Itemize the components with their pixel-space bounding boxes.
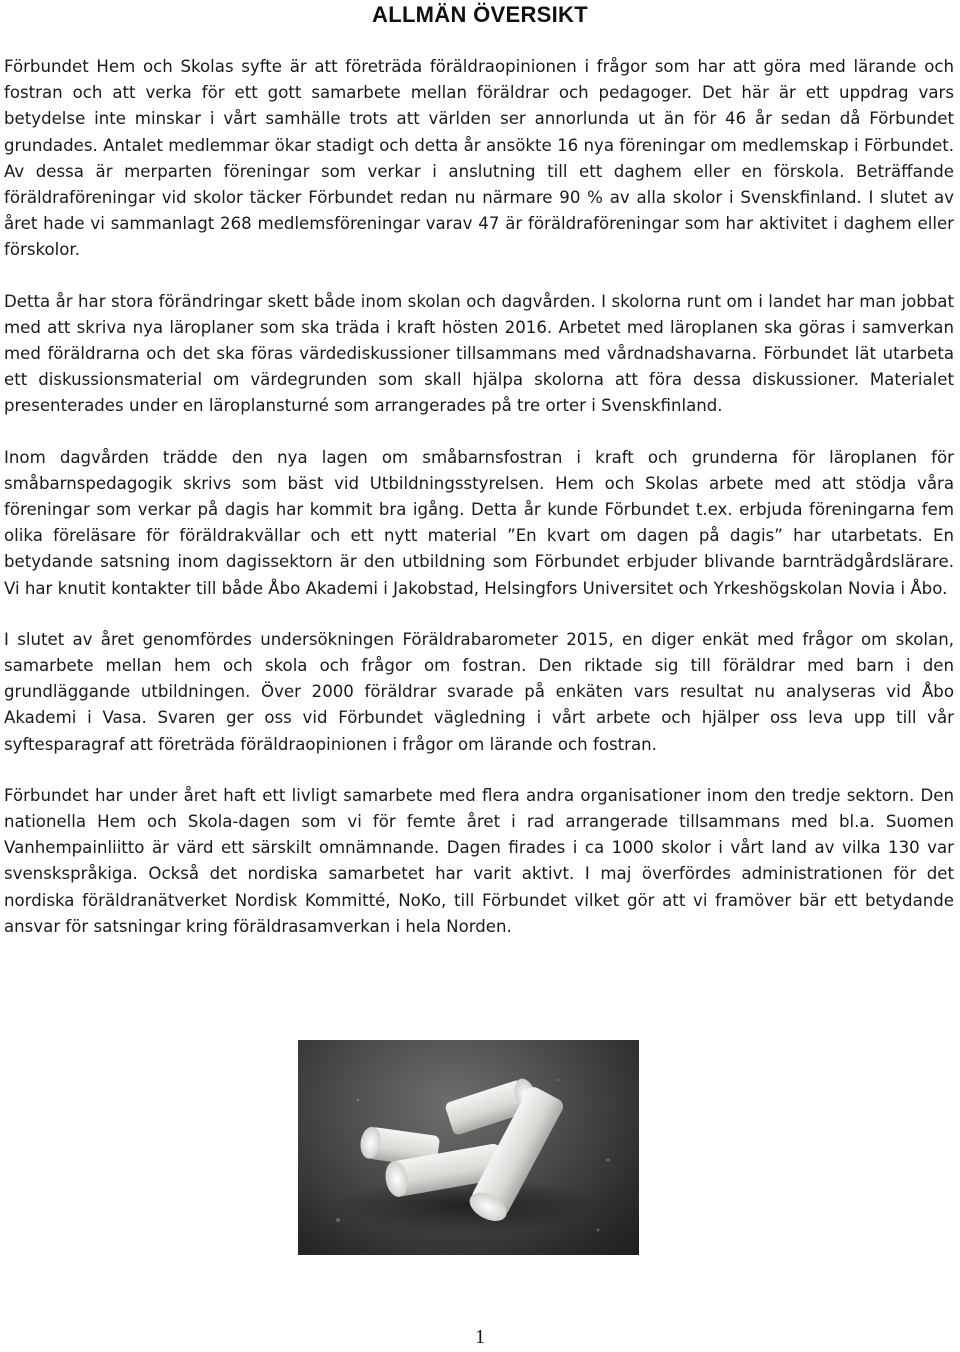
chalk-photo: [298, 1040, 639, 1255]
paragraph-purpose: Förbundet Hem och Skolas syfte är att företräda föräldraopinionen i frågor som har att göra med lärande och fostran och att verka för ett gott samarbete mellan föräldrar och pedagoger. Det här är ett uppdrag vars betydelse inte minskar i vårt samhälle trots att världen ser annorlunda ut än för 46 år sedan då Förbundet grundades. Antalet medlemmar ökar stadigt och detta år ansökte 16 nya föreningar om medlemskap i Förbundet. Av dessa är merparten föreningar som verkar i anslutning till ett daghem eller en förskola. Beträffande föräldraföreningar vid skolor täcker Förbundet redan nu närmare 90 % av alla skolor i Svenskfinland. I slutet av året hade vi sammanlagt 268 medlemsföreningar varav 47 är föräldraföreningar som har aktivitet i daghem eller förskolor.: [4, 57, 954, 260]
paragraph-parent-barometer: I slutet av året genomfördes undersökningen Föräldrabarometer 2015, en diger enkät med frågor om skolan, samarbete mellan hem och skola och frågor om fostran. Den riktade sig till föräldrar med barn i den grundläggande utbildningen. Över 2000 föräldrar svarade på enkäten vars resultat nu analyseras vid Åbo Akademi i Vasa. Svaren ger oss vid Förbundet vägledning i vårt arbete och hjälper oss leva upp till vår syftesparagraf att företräda föräldraopinionen i frågor om lärande och fostran.: [4, 629, 954, 754]
paragraph-school-changes: Detta år har stora förändringar skett både inom skolan och dagvården. I skolorna runt om i landet har man jobbat med att skriva nya läroplaner som ska träda i kraft hösten 2016. Arbetet med läroplanen ska göras i samverkan med föräldrarna och det ska föras värdediskussioner tillsammans med vårdnadshavarna. Förbundet lät utarbeta ett diskussionsmaterial om värdegrunden som skall hjälpa skolorna att föra dessa diskussioner. Materialet presenterades under en läroplansturné som arrangerades på tre orter i Svenskfinland.: [4, 291, 954, 416]
page-title: ALLMÄN ÖVERSIKT: [372, 2, 588, 27]
chalk-shadow: [338, 1177, 598, 1233]
paragraph-cooperation: Förbundet har under året haft ett livligt samarbete med flera andra organisationer inom den tredje sektorn. Den nationella Hem och Skola-dagen som vi för femte året i rad arrangerade tillsammans med bl.a. Suomen Vanhempainliitto är värd ett särskilt omnämnande. Dagen firades i ca 1000 skolor i vårt land av vilka 130 var svenskspråkiga. Också det nordiska samarbetet har varit aktivt. I maj överfördes administrationen för det nordiska föräldranätverket Nordisk Kommitté, NoKo, till Förbundet vilket gör att vi framöver bär ett betydande ansvar för satsningar kring föräldrasamverkan i hela Norden.: [4, 785, 954, 936]
paragraph-daycare: Inom dagvården trädde den nya lagen om småbarnsfostran i kraft och grunderna för läroplanen för småbarnspedagogik skrivs som bäst vid Utbildningsstyrelsen. Hem och Skolas arbete med att stödja våra föreningar som verkar på dagis har kommit bra igång. Detta år kunde Förbundet t.ex. erbjuda föreningarna fem olika föreläsare för föräldrakvällar och ett nytt material ”En kvart om dagen på dagis” har utarbetats. En betydande satsning inom dagissektorn är den utbildning som Förbundet erbjuder blivande barnträdgårdslärare. Vi har knutit kontakter till både Åbo Akademi i Jakobstad, Helsingfors Universitet och Yrkeshögskolan Novia i Åbo.: [4, 447, 954, 598]
chalk-illustration: [298, 1040, 639, 1255]
page-number: 1: [475, 1326, 485, 1348]
body-text: [4, 54, 954, 965]
